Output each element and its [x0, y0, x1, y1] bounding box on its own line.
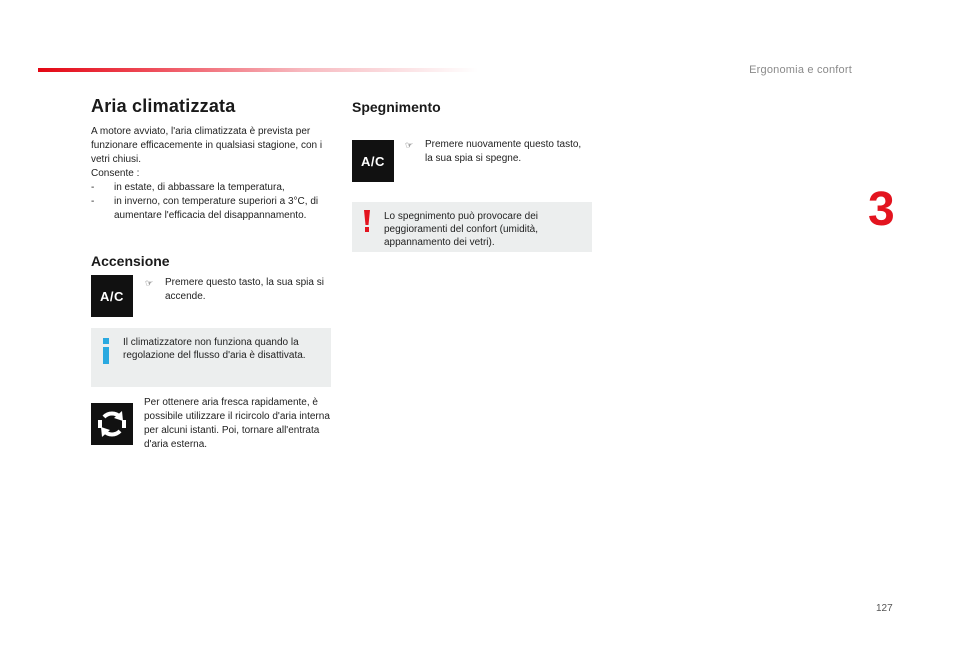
header-accent-bar — [38, 68, 478, 72]
accensione-heading: Accensione — [91, 253, 170, 269]
info-icon — [101, 338, 111, 364]
list-item: - in inverno, con temperature superiori a 3°C, di aumentare l'efficacia del disappannamento. — [91, 196, 319, 221]
air-recirculation-icon — [91, 403, 133, 445]
ac-button-label: A/C — [361, 153, 385, 169]
info-note-text: Il climatizzatore non funziona quando la regolazione del flusso d'aria è disattivata. — [123, 337, 306, 361]
ac-button-label: A/C — [100, 288, 124, 304]
page-title: Aria climatizzata — [91, 96, 236, 116]
page-number: 127 — [876, 603, 893, 614]
spegnimento-heading: Spegnimento — [352, 99, 441, 115]
pointing-hand-icon: ☞ — [145, 278, 154, 288]
accensione-step: ☞ Premere questo tasto, la sua spia si accende. — [145, 277, 324, 302]
left-column — [91, 96, 331, 223]
info-note — [91, 328, 331, 387]
list-item: - in estate, di abbassare la temperatura, — [91, 182, 285, 193]
ac-button-icon — [91, 275, 133, 317]
intro-paragraph: A motore avviato, l'aria climatizzata è prevista per funzionare efficacemente in qualsiasi stagione, con i vetri chiusi. — [91, 126, 323, 165]
chapter-number: 3 — [868, 183, 895, 236]
consente-label: Consente : — [91, 168, 140, 179]
pointing-hand-icon: ☞ — [405, 140, 414, 150]
spegnimento-step: ☞ Premere nuovamente questo tasto, la sua spia si spegne. — [405, 139, 582, 164]
benefits-list — [91, 181, 331, 223]
recirculation-text: Per ottenere aria fresca rapidamente, è possibile utilizzare il ricircolo d'aria interna per alcuni istanti. Poi, tornare all'entrata d'aria esterna. — [144, 397, 330, 450]
warning-exclamation-icon — [364, 210, 370, 232]
warning-note — [352, 202, 592, 252]
ac-button-icon — [352, 140, 394, 182]
section-title: Ergonomia e confort — [749, 64, 852, 76]
warning-note-text: Lo spegnimento può provocare dei peggioramenti del confort (umidità, appannamento dei vetri). — [384, 211, 538, 248]
